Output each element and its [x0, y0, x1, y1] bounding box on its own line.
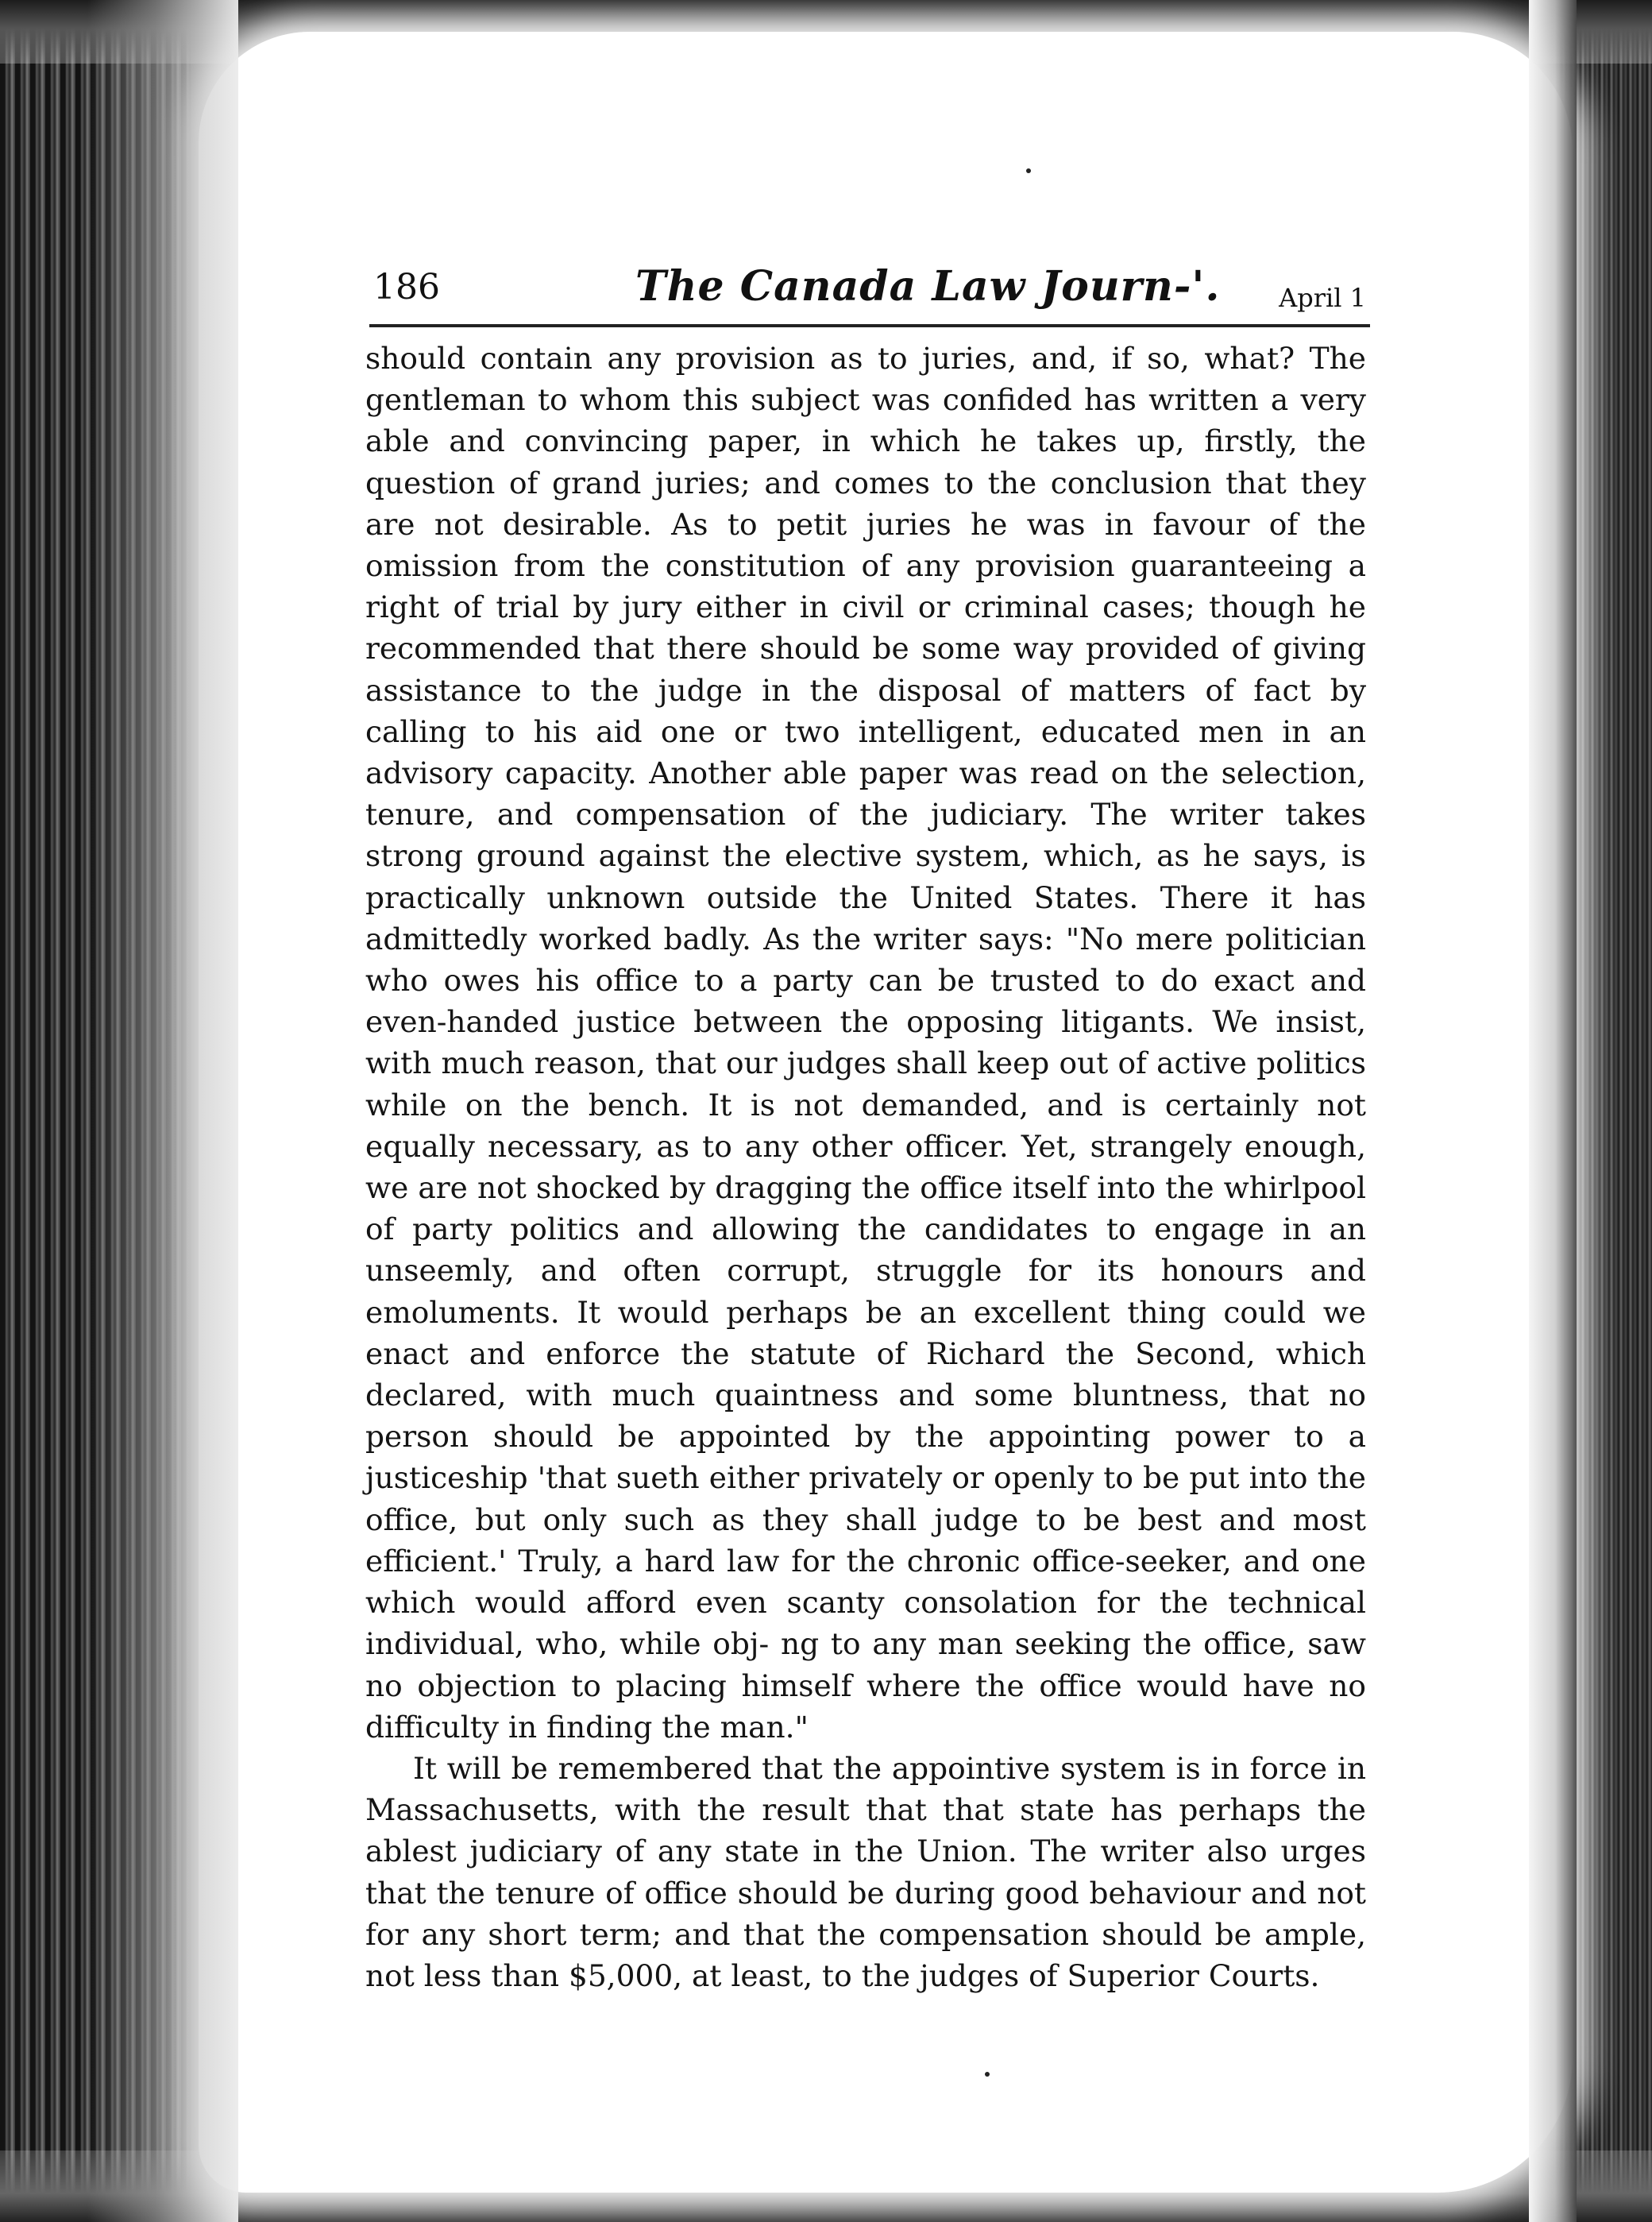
paragraph: should contain any provision as to juries, and, if so, what? The gentleman to whom this subject was confided has written a very able and convincing paper, in which he takes up, firstly, the question of grand juries; and comes to the conclusion that they are not desirable. As to petit juries he was in favour of the omission from the constitution of any provision guaranteeing a right of trial by jury either in civil or criminal cases; though he recommended that there should be some way provided of giving assistance to the judge in the disposal of matters of fact by calling to his aid one or two intelligent, educated men in an advisory capacity. Another able paper was read on the selection, tenure, and compensation of the judiciary. The writer takes strong ground against the elective system, which, as he says, is practically unknown outside the United States. There it has admittedly worked badly. As the writer says: "No mere politician who owes his office to a party can be trusted to do exact and even-handed justice between the opposing litigants. We insist, with much reason, that our judges shall keep out of active politics while on the bench. It is not demanded, and is certainly not equally necessary, as to any other officer. Yet, strangely enough, we are not shocked by dragging the office itself into the whirlpool of party politics and allowing the candidates to engage in an unseemly, and often corrupt, struggle for its honours and emoluments. It would perhaps be an excellent thing could we enact and enforce the statute of Richard the Second, which declared, with much quaintness and some bluntness, that no person should be appointed by the appointing power to a justiceship 'that sueth either privately or openly to be put into the office, but only such as they shall judge to be best and most efficient.' Truly, a hard law for the chronic office-seeker, and one which would afford even scanty consolation for the technical individual, who, while obj- ng to any man seeking the office, saw no objection to placing himself where the office would have no difficulty in finding the man.": [365, 341, 1366, 1745]
binding-fade: [87, 0, 238, 2222]
speck-mark: [1026, 168, 1031, 173]
journal-title: The Canada Law Journ-'.: [635, 262, 1221, 311]
running-header: [373, 262, 1366, 326]
header-rule: [369, 324, 1370, 327]
edge-fade: [1529, 0, 1577, 2222]
paragraph: It will be remembered that the appointive system is in force in Massachusetts, with the result that that state has perhaps the ablest judiciary of any state in the Union. The writer also urges that the tenure of office should be during good behaviour and not for any short term; and that the compensation should be ample, not less than $5,000, at least, to the judges of Superior Courts.: [365, 1750, 1366, 1993]
article-body: [365, 338, 1366, 1996]
issue-date: April 1: [1279, 283, 1366, 313]
speck-mark: [985, 2072, 990, 2077]
page-number: 186: [373, 267, 440, 307]
